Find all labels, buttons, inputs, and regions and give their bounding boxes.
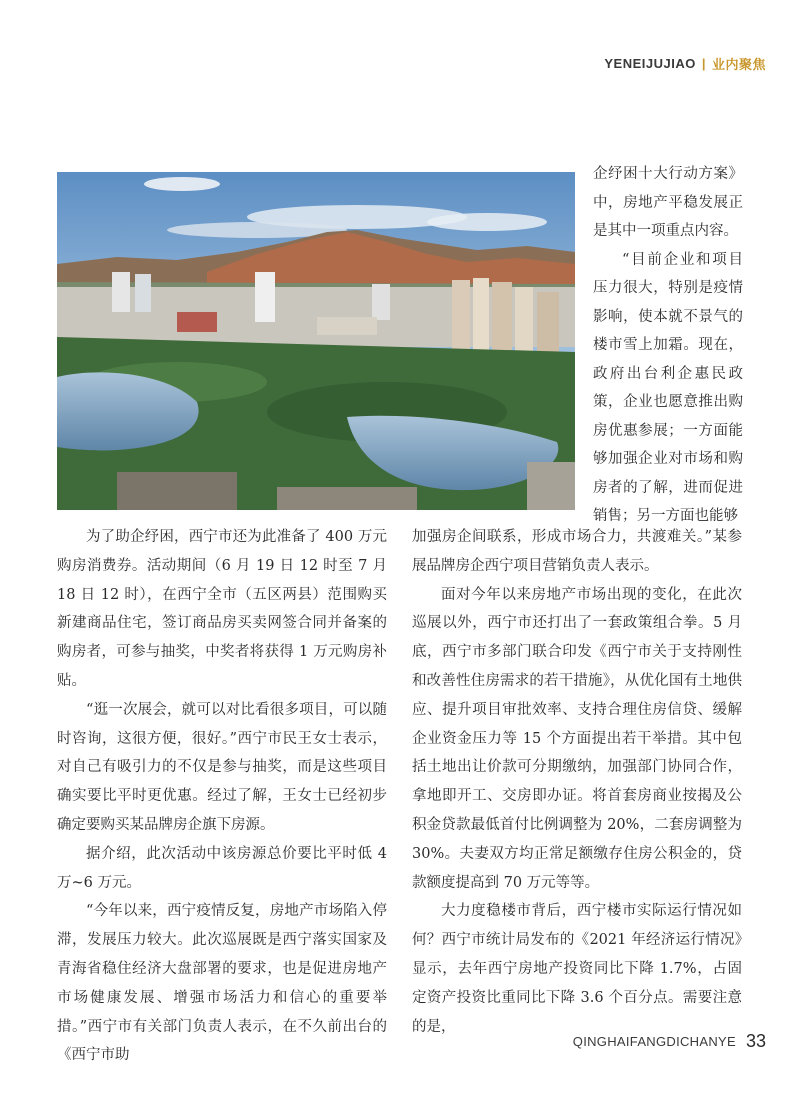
left-paragraph-1: 为了助企纾困，西宁市还为此准备了 400 万元购房消费券。活动期间（6 月 19 日 12 时至 7 月 18 日 12 时），在西宁全市（五区两县）范围购买新建商品住宅，签订商品房买卖网签合同并备案的购房者，可参与抽奖，中奖者将获得 1 万元购房补贴。 [57,529,387,689]
publication-name: QINGHAIFANGDICHANYE [572,1033,736,1049]
right-paragraph-2: 面对今年以来房地产市场出现的变化，在此次巡展以外，西宁市还打出了一套政策组合拳。5 月底，西宁市多部门联合印发《西宁市关于支持刚性和改善性住房需求的若干措施》，从优化国有土地供应、提升项目审批效率、支持合理住房信贷、缓解企业资金压力等 15 个方面提出若干举措。其中包括土地出让价款可分期缴纳，加强部门协同合作，拿地即开工、交房即办证。将首套房商业按揭及公积金贷款最低首付比例调整为 20%，二套房调整为 30%。夫妻双方均正常足额缴存住房公积金的，贷款额度提高到 70 万元等等。 [412,586,742,891]
section-name-cn: 业内聚焦 [711,57,766,73]
page-footer [573,1030,766,1052]
section-header [604,53,766,73]
left-column [57,523,387,1070]
left-paragraph-3: 据介绍，此次活动中该房源总价要比平时低 4 万~6 万元。 [57,845,387,891]
right-column [412,523,742,1041]
left-paragraph-4: “今年以来，西宁疫情反复，房地产市场陷入停滞，发展压力较大。此次巡展既是西宁落实国家及青海省稳住经济大盘部署的要求，也是促进房地产市场健康发展、增强市场活力和信心的重要举措。”西宁市有关部门负责人表示，在不久前出台的《西宁市助 [57,903,387,1064]
city-river-mountain-photo [57,172,575,510]
right-paragraph-1: 加强房企间联系，形成市场合力，共渡难关。”某参展品牌房企西宁项目营销负责人表示。 [412,529,742,574]
side-paragraph-2: “目前企业和项目压力很大，特别是疫情影响，使本就不景气的楼市雪上加霜。现在，政府出台利企惠民政策，企业也愿意推出购房优惠参展；一方面能够加强企业对市场和购房者的了解，进而促进销售；另一方面也能够 [593,251,743,524]
section-name-en: YENEIJUJIAO [604,55,696,71]
left-paragraph-2: “逛一次展会，就可以对比看很多项目，可以随时咨询，这很方便，很好。”西宁市民王女士表示，对自己有吸引力的不仅是参与抽奖，而是这些项目确实要比平时更优惠。经过了解，王女士已经初步确定要购买某品牌房企旗下房源。 [57,701,387,833]
right-paragraph-3: 大力度稳楼市背后，西宁楼市实际运行情况如何？西宁市统计局发布的《2021 年经济运行情况》显示，去年西宁房地产投资同比下降 1.7%，占固定资产投资比重同比下降 3.6 个百分点。需要注意的是， [412,903,742,1035]
photo-side-column [593,160,743,531]
header-separator: | [701,55,706,71]
side-paragraph-1: 企纾困十大行动方案》中，房地产平稳发展正是其中一项重点内容。 [593,166,743,239]
page-number: 33 [745,1030,766,1051]
